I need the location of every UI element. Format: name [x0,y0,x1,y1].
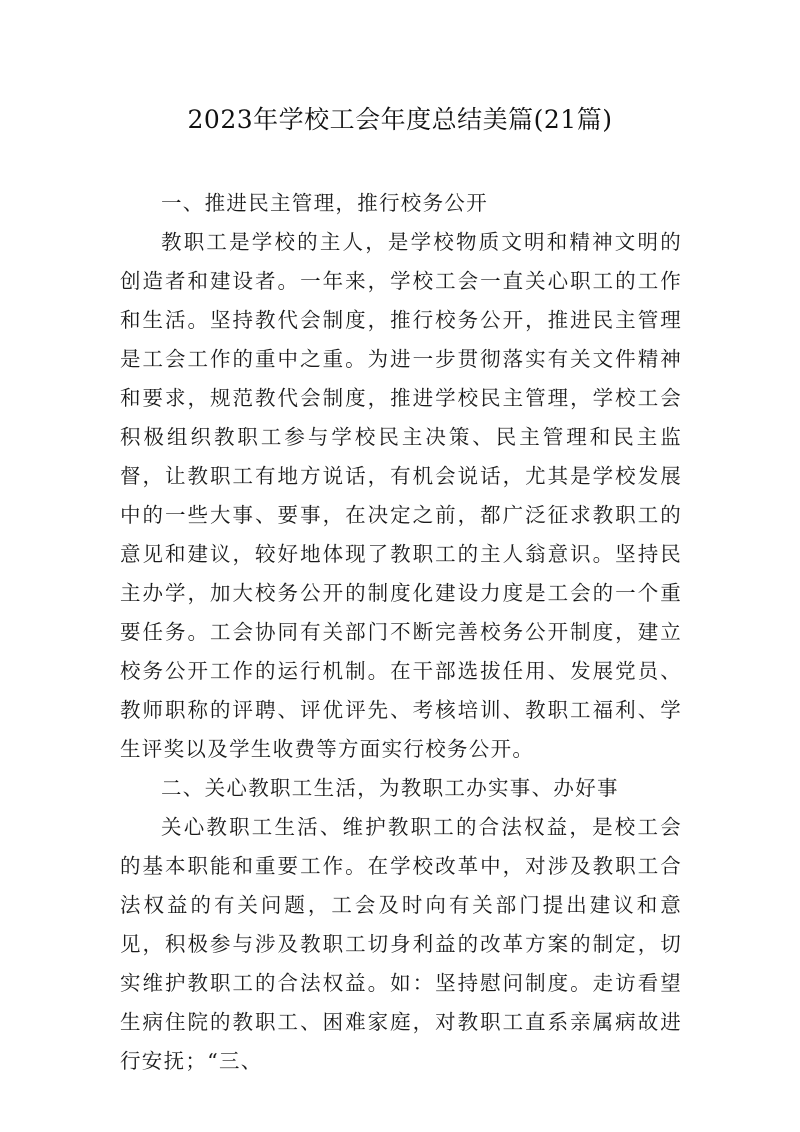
section-heading-2: 二、关心教职工生活，为教职工办实事、办好事 [161,776,619,800]
paragraph-1: 教职工是学校的主人，是学校物质文明和精神文明的创造者和建设者。一年来，学校工会一直关心职工的工作和生活。坚持教代会制度，推行校务公开，推进民主管理是工会工作的重中之重。为进一步贯彻落实有关文件精神和要求，规范教代会制度，推进学校民主管理，学校工会积极组织教职工参与学校民主决策、民主管理和民主监督，让教职工有地方说话，有机会说话，尤其是学校发展中的一些大事、要事，在决定之前，都广泛征求教职工的意见和建议，较好地体现了教职工的主人翁意识。坚持民主办学，加大校务公开的制度化建设力度是工会的一个重要任务。工会协同有关部门不断完善校务公开制度，建立校务公开工作的运行机制。在干部选拔任用、发展党员、教师职称的评聘、评优评先、考核培训、教职工福利、学生评奖以及学生收费等方面实行校务公开。 [120,230,682,761]
document-body [120,184,682,1081]
section-heading-1: 一、推进民主管理，推行校务公开 [161,191,488,215]
paragraph-2: 关心教职工生活、维护教职工的合法权益，是校工会的基本职能和重要工作。在学校改革中，对涉及教职工合法权益的有关问题，工会及时向有关部门提出建议和意见，积极参与涉及教职工切身利益的改革方案的制定，切实维护教职工的合法权益。如：坚持慰问制度。走访看望生病住院的教职工、困难家庭，对教职工直系亲属病故进行安抚；“三、 [120,815,682,1073]
document-title: 2023年学校工会年度总结美篇(21篇) [187,105,613,134]
